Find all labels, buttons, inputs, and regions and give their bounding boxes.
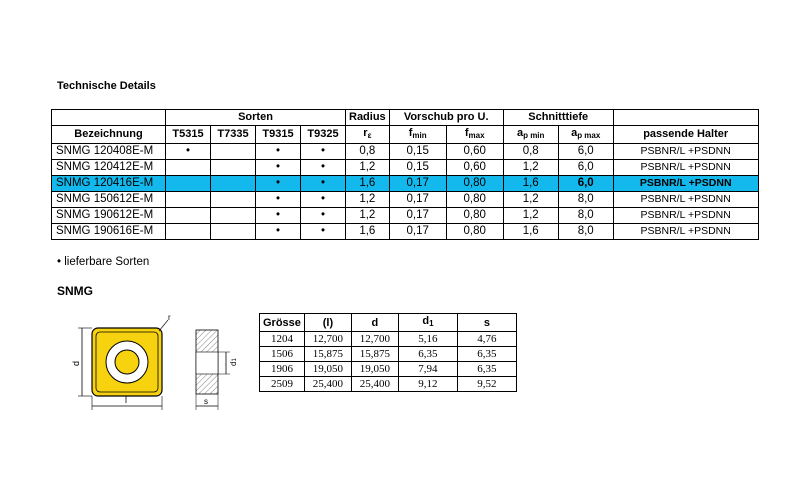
radius-value: 1,2: [346, 208, 390, 224]
table-row: [52, 160, 759, 176]
col-holder: passende Halter: [613, 126, 758, 144]
s-value: 9,52: [457, 377, 516, 392]
grade-mark: •: [256, 160, 301, 176]
table-row: [52, 192, 759, 208]
label-d: d: [71, 360, 81, 366]
depth-min-value: 1,6: [503, 224, 558, 240]
feed-max-value: 0,80: [446, 208, 503, 224]
d-value: 12,700: [351, 332, 398, 347]
d1-value: 6,35: [398, 347, 457, 362]
dim-header-row: [260, 314, 517, 332]
dim-col-size: Grösse: [260, 314, 305, 332]
d-value: 25,400: [351, 377, 398, 392]
group-header-schnitttiefe: Schnitttiefe: [503, 110, 613, 126]
dim-table-row: [260, 332, 517, 347]
d-value: 15,875: [351, 347, 398, 362]
depth-min-value: 1,2: [503, 160, 558, 176]
product-name: SNMG 120412E-M: [52, 160, 166, 176]
side-view-bore: [196, 352, 218, 374]
d-value: 19,050: [351, 362, 398, 377]
holder-value: PSBNR/L +PSDNN: [613, 208, 758, 224]
grade-mark: •: [301, 224, 346, 240]
grade-mark: [211, 176, 256, 192]
dim-col-s: s: [457, 314, 516, 332]
grade-mark: •: [301, 208, 346, 224]
grade-mark: [211, 208, 256, 224]
size-value: 1506: [260, 347, 305, 362]
section-title: Technische Details: [57, 80, 156, 92]
s-value: 6,35: [457, 362, 516, 377]
col-radius: $r_\varepsilon$: [346, 126, 390, 144]
grade-mark: •: [256, 144, 301, 160]
feed-min-value: 0,15: [389, 144, 446, 160]
radius-value: 1,2: [346, 192, 390, 208]
grade-mark: [166, 160, 211, 176]
grade-mark: •: [301, 144, 346, 160]
column-header-row: [52, 126, 759, 144]
product-label: SNMG: [57, 284, 93, 298]
d1-value: 7,94: [398, 362, 457, 377]
s-value: 4,76: [457, 332, 516, 347]
group-header-radius: Radius: [346, 110, 390, 126]
l-value: 12,700: [304, 332, 351, 347]
size-value: 1906: [260, 362, 305, 377]
s-value: 6,35: [457, 347, 516, 362]
grade-mark: •: [256, 192, 301, 208]
grade-mark: •: [256, 208, 301, 224]
feed-min-value: 0,17: [389, 208, 446, 224]
feed-max-value: 0,80: [446, 224, 503, 240]
dim-table-row: [260, 377, 517, 392]
radius-value: 0,8: [346, 144, 390, 160]
holder-value: PSBNR/L +PSDNN: [613, 160, 758, 176]
depth-max-value: 6,0: [558, 144, 613, 160]
dimension-table: [259, 313, 517, 392]
label-l: l: [125, 395, 127, 405]
group-header-holder-empty: [613, 110, 758, 126]
dim-col-d: d: [351, 314, 398, 332]
l-value: 15,875: [304, 347, 351, 362]
col-bezeichnung: Bezeichnung: [52, 126, 166, 144]
size-value: 1204: [260, 332, 305, 347]
table-row: [52, 144, 759, 160]
product-name: SNMG 190616E-M: [52, 224, 166, 240]
technical-details-table: [51, 109, 759, 240]
depth-min-value: 0,8: [503, 144, 558, 160]
l-value: 19,050: [304, 362, 351, 377]
dim-table-row: [260, 347, 517, 362]
grade-mark: [166, 192, 211, 208]
col-grade-4: T9325: [301, 126, 346, 144]
feed-min-value: 0,17: [389, 176, 446, 192]
d1-value: 5,16: [398, 332, 457, 347]
depth-max-value: 6,0: [558, 160, 613, 176]
size-value: 2509: [260, 377, 305, 392]
depth-max-value: 8,0: [558, 192, 613, 208]
grade-mark: •: [256, 176, 301, 192]
product-name: SNMG 120408E-M: [52, 144, 166, 160]
main-table-body: [52, 144, 759, 240]
grade-mark: [211, 160, 256, 176]
label-r: r: [168, 313, 171, 322]
col-grade-1: T5315: [166, 126, 211, 144]
holder-value: PSBNR/L +PSDNN: [613, 192, 758, 208]
dim-table-body: [260, 332, 517, 392]
grade-mark: •: [166, 144, 211, 160]
grade-mark: [211, 224, 256, 240]
insert-hole-inner: [115, 350, 139, 374]
d1-value: 9,12: [398, 377, 457, 392]
col-ap-max: $a_{p max}$: [558, 126, 613, 144]
feed-min-value: 0,17: [389, 192, 446, 208]
radius-value: 1,2: [346, 160, 390, 176]
feed-max-value: 0,60: [446, 144, 503, 160]
label-d1: d1: [229, 358, 238, 366]
depth-min-value: 1,2: [503, 208, 558, 224]
group-header-empty: [52, 110, 166, 126]
dim-col-d1: $d_1$: [398, 314, 457, 332]
table-row: [52, 176, 759, 192]
col-ap-min: $a_{p min}$: [503, 126, 558, 144]
product-name: SNMG 150612E-M: [52, 192, 166, 208]
grade-mark: [211, 144, 256, 160]
radius-value: 1,6: [346, 176, 390, 192]
depth-max-value: 6,0: [558, 176, 613, 192]
col-grade-2: T7335: [211, 126, 256, 144]
holder-value: PSBNR/L +PSDNN: [613, 144, 758, 160]
feed-min-value: 0,15: [389, 160, 446, 176]
feed-min-value: 0,17: [389, 224, 446, 240]
insert-drawing: [60, 306, 250, 412]
grade-mark: •: [301, 192, 346, 208]
grade-mark: [166, 224, 211, 240]
col-f-min: $f_{min}$: [389, 126, 446, 144]
col-grade-3: T9315: [256, 126, 301, 144]
holder-value: PSBNR/L +PSDNN: [613, 176, 758, 192]
table-row: [52, 208, 759, 224]
grade-mark: [166, 176, 211, 192]
grade-mark: [166, 208, 211, 224]
radius-value: 1,6: [346, 224, 390, 240]
grade-mark: [211, 192, 256, 208]
depth-max-value: 8,0: [558, 224, 613, 240]
depth-min-value: 1,6: [503, 176, 558, 192]
feed-max-value: 0,80: [446, 192, 503, 208]
feed-max-value: 0,80: [446, 176, 503, 192]
group-header-row: [52, 110, 759, 126]
depth-min-value: 1,2: [503, 192, 558, 208]
grade-mark: •: [256, 224, 301, 240]
dim-table-row: [260, 362, 517, 377]
table-row: [52, 224, 759, 240]
dim-col-l: (l): [304, 314, 351, 332]
col-f-max: $f_{max}$: [446, 126, 503, 144]
grade-mark: •: [301, 160, 346, 176]
product-name: SNMG 120416E-M: [52, 176, 166, 192]
availability-note: • lieferbare Sorten: [57, 256, 150, 268]
group-header-sorten: Sorten: [166, 110, 346, 126]
leader-r: [159, 320, 168, 331]
l-value: 25,400: [304, 377, 351, 392]
holder-value: PSBNR/L +PSDNN: [613, 224, 758, 240]
depth-max-value: 8,0: [558, 208, 613, 224]
product-name: SNMG 190612E-M: [52, 208, 166, 224]
group-header-vorschub: Vorschub pro U.: [389, 110, 503, 126]
label-s: s: [204, 397, 208, 406]
grade-mark: •: [301, 176, 346, 192]
feed-max-value: 0,60: [446, 160, 503, 176]
